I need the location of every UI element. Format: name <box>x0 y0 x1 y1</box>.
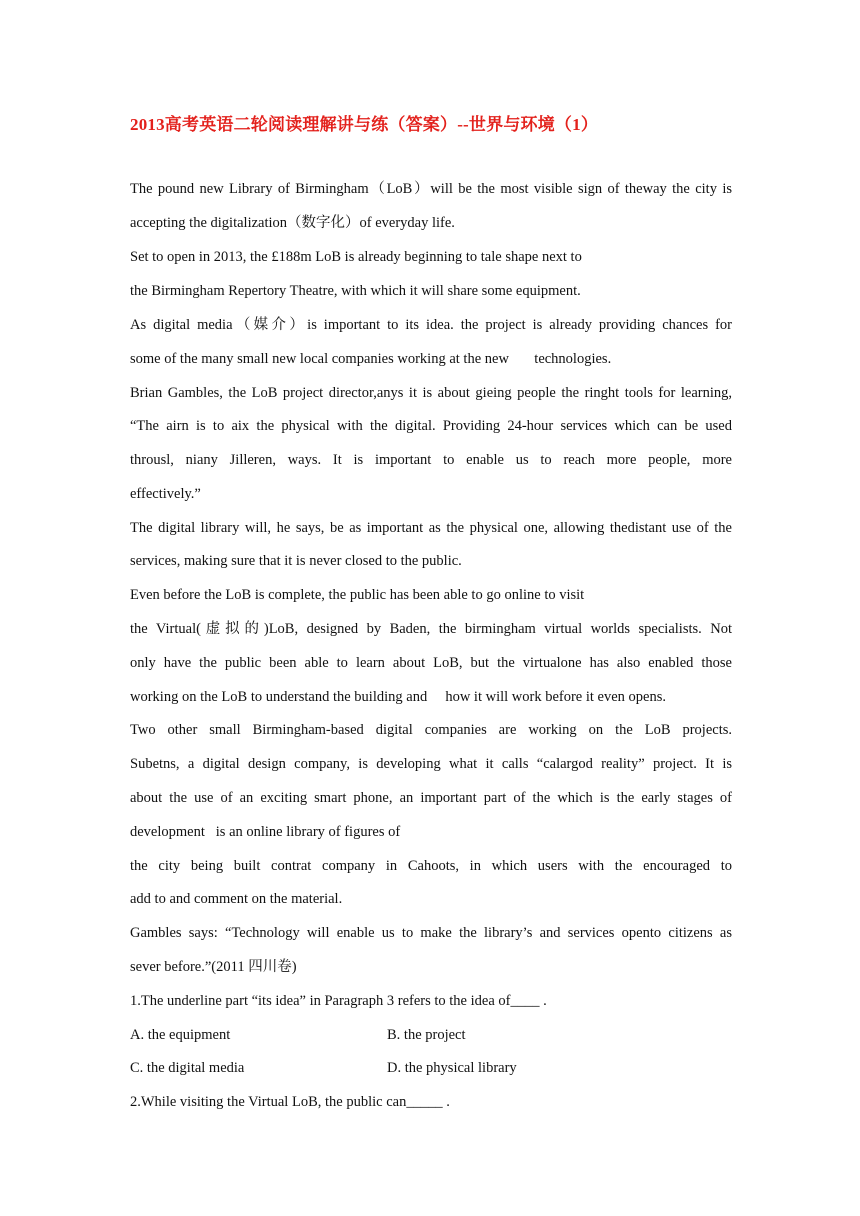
text-line: only have the public been able to learn about LoB, but the virtualone has also enabled those <box>130 655 732 671</box>
document-title: 2013高考英语二轮阅读理解讲与练（答案）--世界与环境（1） <box>130 115 599 134</box>
question-1-option-b: B. the project <box>387 1027 466 1043</box>
question-1-option-a: A. the equipment <box>130 1027 231 1043</box>
text-line: add to and comment on the material. <box>130 891 343 907</box>
text-line: some of the many small new local companies working at the new technologies. <box>130 351 612 367</box>
text-line: Gambles says: “Technology will enable us to make the library’s and services opento citizens as <box>130 925 732 941</box>
text-line: The pound new Library of Birmingham（LoB）will be the most visible sign of theway the city is <box>130 181 732 197</box>
text-line: the Virtual(虚拟的)LoB, designed by Baden, the birmingham virtual worlds specialists. Not <box>130 621 732 637</box>
text-line: The digital library will, he says, be as important as the physical one, allowing thedistant use of the <box>130 520 732 536</box>
text-line: Brian Gambles, the LoB project director,anys it is about gieing people the ringht tools for learning, <box>130 385 732 401</box>
text-line: As digital media（媒介）is important to its idea. the project is already providing chances for <box>130 317 732 333</box>
text-line: services, making sure that it is never closed to the public. <box>130 553 462 569</box>
text-line: sever before.”(2011 四川卷) <box>130 959 297 975</box>
text-line: “The airn is to aix the physical with the digital. Providing 24-hour services which can be used <box>130 418 732 434</box>
question-2: 2.While visiting the Virtual LoB, the public can_____ . <box>130 1094 450 1110</box>
question-1-option-c: C. the digital media <box>130 1060 245 1076</box>
text-line: development is an online library of figures of <box>130 824 401 840</box>
text-line: effectively.” <box>130 486 201 502</box>
text-line: throusl, niany Jilleren, ways. It is important to enable us to reach more people, more <box>130 452 732 468</box>
text-line: the Birmingham Repertory Theatre, with which it will share some equipment. <box>130 283 581 299</box>
text-line: about the use of an exciting smart phone, an important part of the which is the early stages of <box>130 790 732 806</box>
text-line: Even before the LoB is complete, the public has been able to go online to visit <box>130 587 585 603</box>
text-line: Set to open in 2013, the £188m LoB is already beginning to tale shape next to <box>130 249 582 265</box>
text-line: Subetns, a digital design company, is developing what it calls “calargod reality” project. It is <box>130 756 732 772</box>
text-line: the city being built contrat company in Cahoots, in which users with the encouraged to <box>130 858 732 874</box>
text-line: accepting the digitalization（数字化）of everyday life. <box>130 215 455 231</box>
question-1: 1.The underline part “its idea” in Paragraph 3 refers to the idea of____ . <box>130 993 547 1009</box>
text-line: working on the LoB to understand the building and how it will work before it even opens. <box>130 689 667 705</box>
question-1-option-d: D. the physical library <box>387 1060 517 1076</box>
text-line: Two other small Birmingham-based digital companies are working on the LoB projects. <box>130 722 732 738</box>
